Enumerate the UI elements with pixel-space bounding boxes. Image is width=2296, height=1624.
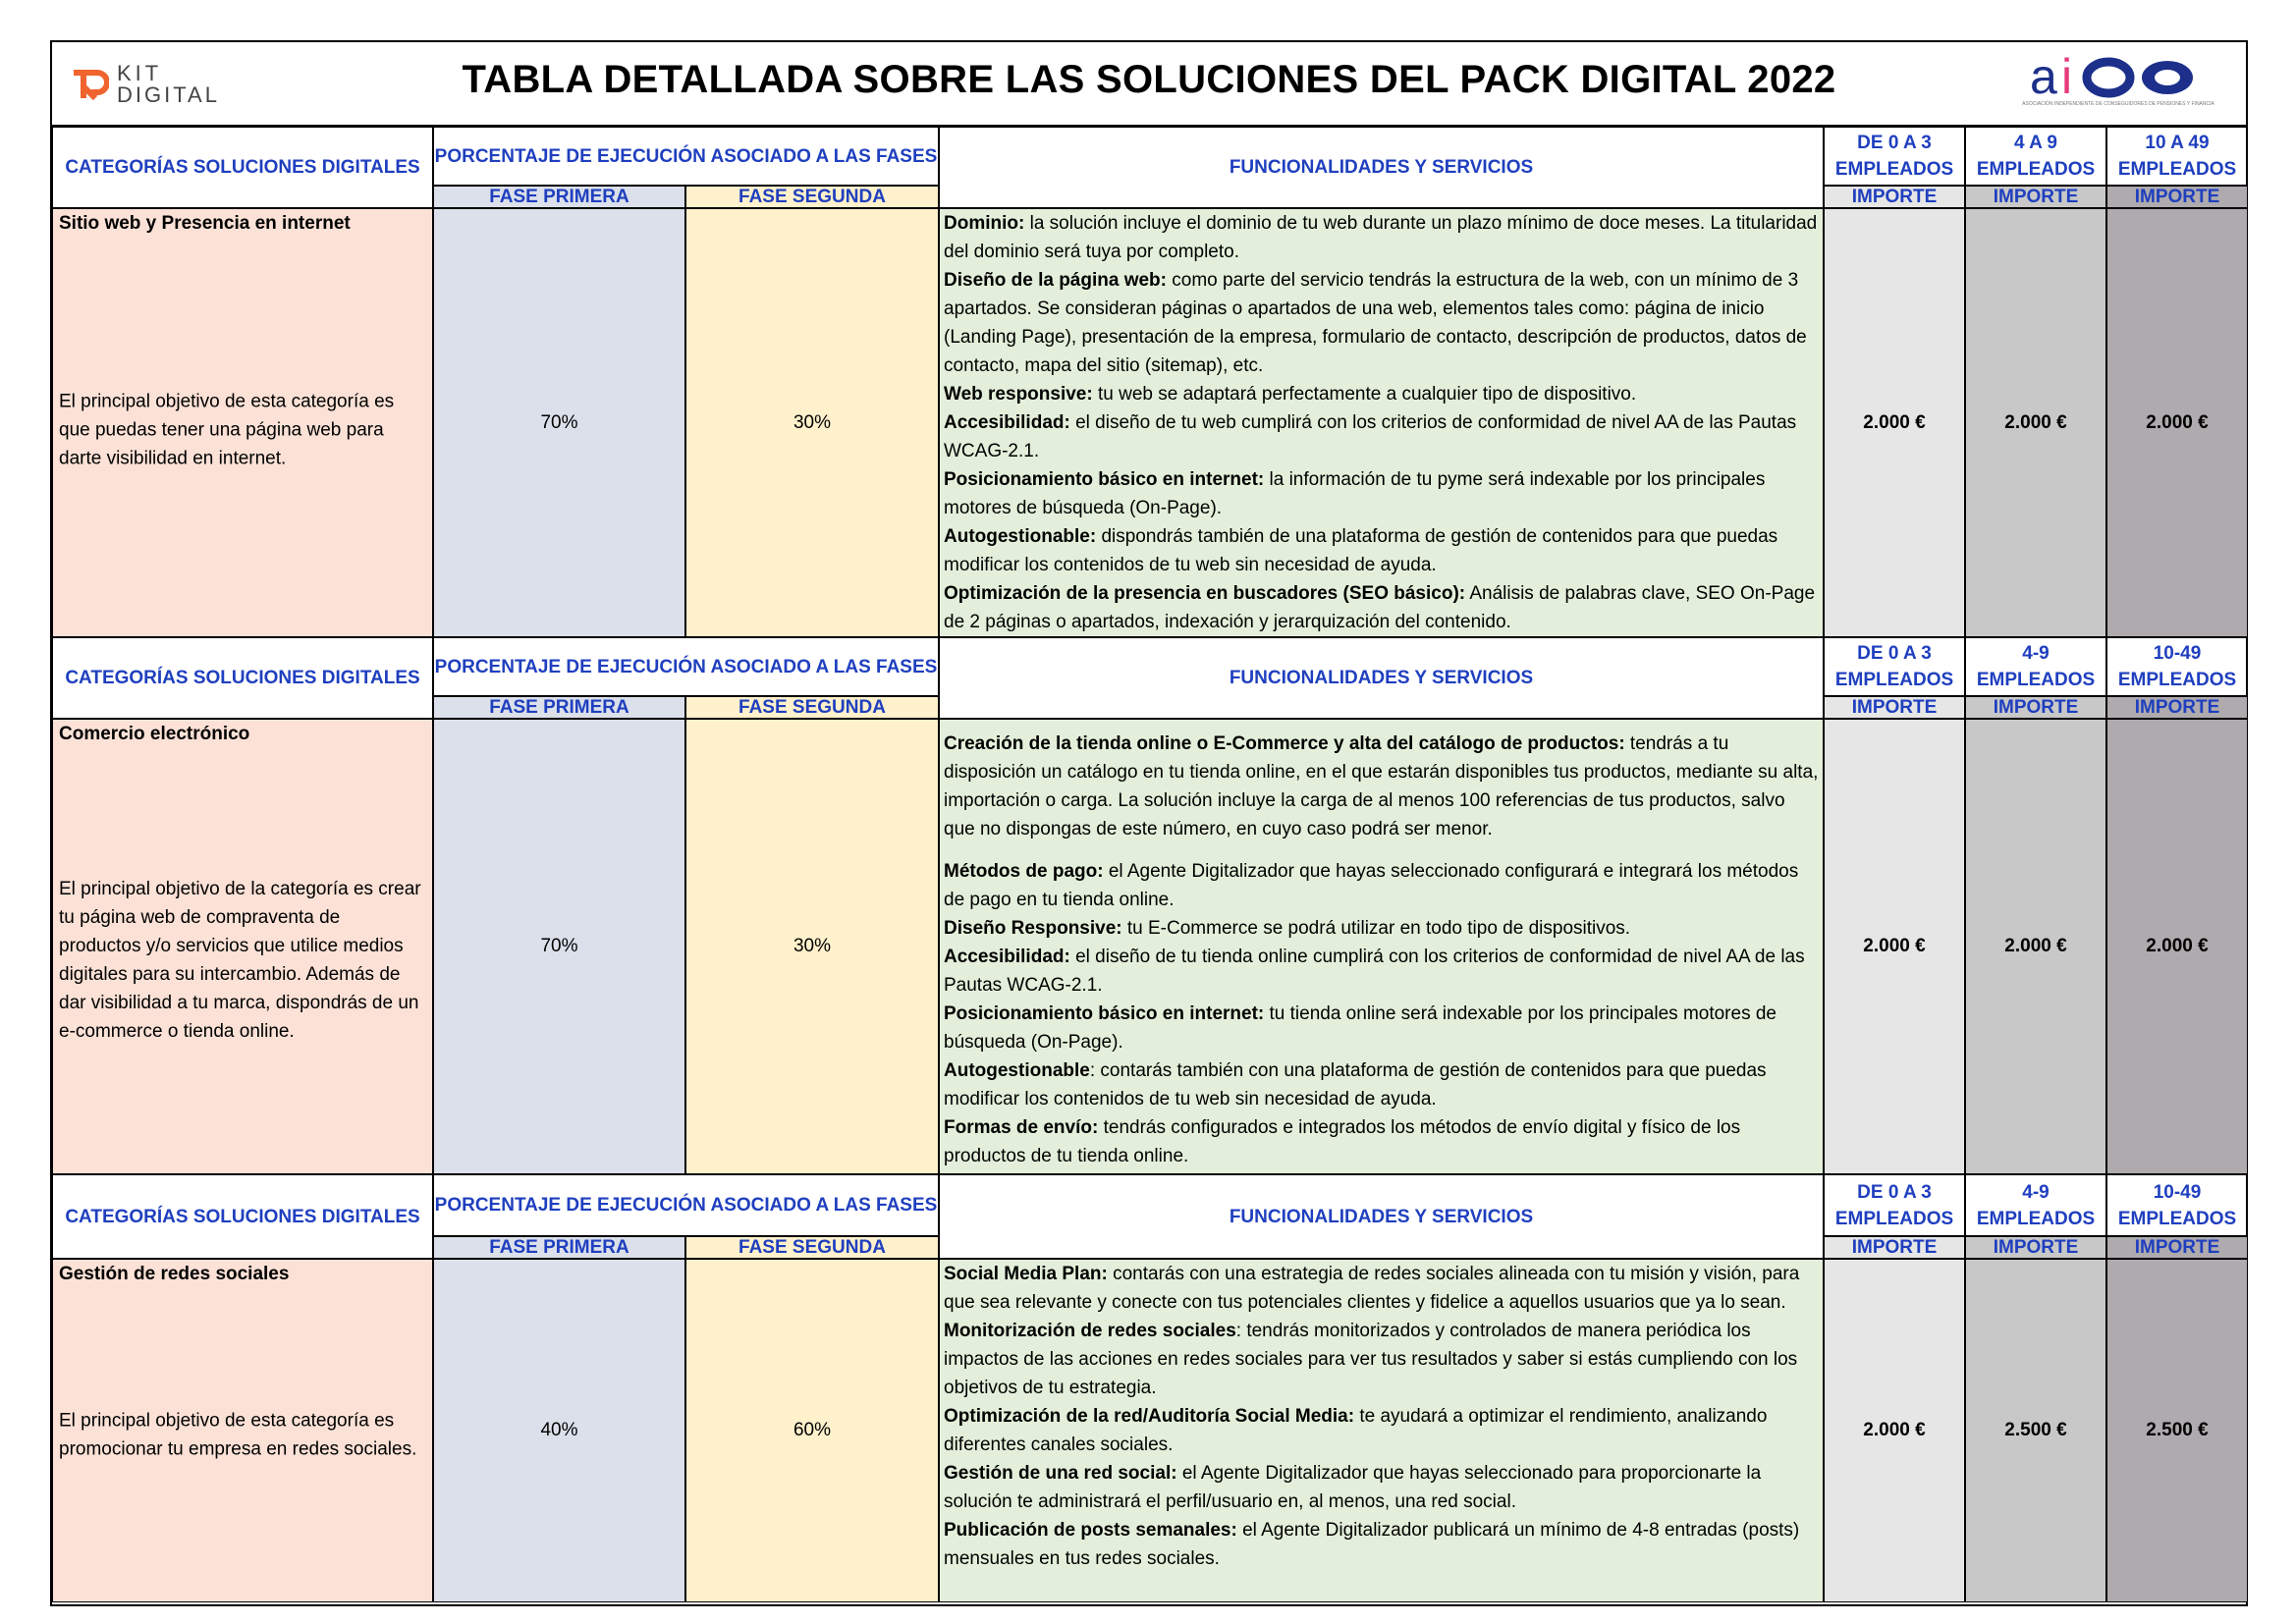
funcionalidades-cell	[939, 208, 1824, 637]
funcionalidad-text: tendrás configurados e integrados los métodos de envío digital y físico de los productos de tu tienda online.	[944, 1117, 1741, 1166]
header-fase-primera-label: FASE PRIMERA	[489, 697, 629, 718]
funcionalidad-label: Social Media Plan:	[944, 1264, 1108, 1284]
header-fase-segunda	[685, 186, 939, 208]
funcionalidad-label: Posicionamiento básico en internet:	[944, 469, 1265, 490]
header-tramo-2-range: 4-9	[2022, 1181, 2050, 1203]
header-fase-primera	[433, 186, 685, 208]
document-header	[52, 42, 2246, 127]
funcionalidad-item	[944, 1113, 1819, 1170]
funcionalidad-item	[944, 579, 1819, 636]
kit-logo-line2: DIGITAL	[117, 82, 220, 107]
header-fase-segunda-label: FASE SEGUNDA	[738, 1237, 886, 1258]
fase-segunda-value	[685, 719, 939, 1174]
funcionalidad-label: Accesibilidad:	[944, 947, 1070, 967]
header-importe-label: IMPORTE	[2134, 187, 2220, 207]
header-tramo-2-unit: EMPLEADOS	[1976, 670, 2096, 690]
header-tramo-2	[1965, 127, 2106, 186]
header-funcionalidades	[939, 637, 1824, 719]
header-importe-3	[2106, 696, 2248, 719]
header-categorias	[52, 637, 433, 719]
fase-primera-value	[433, 719, 685, 1174]
importe-amount: 2.500 €	[2004, 1420, 2067, 1440]
funcionalidad-item	[944, 914, 1819, 943]
header-importe-3	[2106, 1236, 2248, 1259]
header-categorias	[52, 1174, 433, 1259]
aico-logo	[2020, 54, 2216, 115]
funcionalidad-text: el Agente Digitalizador que hayas seleccionado para proporcionarte la solución te administrará el perfil/usuario en, al menos, una red social.	[944, 1463, 1762, 1512]
document-page	[50, 40, 2248, 1606]
importe-value-1	[1824, 719, 1965, 1174]
header-funcionalidades-label: FUNCIONALIDADES Y SERVICIOS	[1229, 157, 1534, 178]
header-fase-segunda-label: FASE SEGUNDA	[738, 187, 886, 207]
funcionalidad-label: Creación de la tienda online o E-Commerce y alta del catálogo de productos:	[944, 733, 1625, 754]
svg-text:i: i	[2061, 54, 2073, 101]
fase-primera-value	[433, 1259, 685, 1602]
funcionalidad-text: el diseño de tu tienda online cumplirá con los criterios de conformidad de nivel AA de las Pautas WCAG-2.1.	[944, 947, 1805, 996]
header-porcentaje-label: PORCENTAJE DE EJECUCIÓN ASOCIADO A LAS FASES	[434, 656, 938, 677]
funcionalidad-label: Accesibilidad:	[944, 412, 1070, 433]
funcionalidad-label: Posicionamiento básico en internet:	[944, 1003, 1265, 1024]
categoria-description: El principal objetivo de la categoría es crear tu página web de compraventa de productos y/o servicios que utilice medios digitales para su intercambio. Además de dar visibilidad a tu marca, dispondrás de un e-commerce o tienda online.	[59, 878, 421, 1042]
funcionalidad-item	[944, 1402, 1819, 1459]
header-categorias-label: CATEGORÍAS SOLUCIONES DIGITALES	[65, 157, 420, 178]
header-tramo-1	[1824, 127, 1965, 186]
funcionalidades-cell	[939, 719, 1824, 1174]
fase-segunda-value	[685, 1259, 939, 1602]
funcionalidad-item	[944, 1459, 1819, 1516]
funcionalidad-text: : tendrás monitorizados y controlados de manera periódica los impactos de las acciones en redes sociales para ver tus resultados y saber si estás cumpliendo con los objetivos de tu estrategia.	[944, 1321, 1798, 1398]
header-fase-primera	[433, 696, 685, 719]
funcionalidad-text: el Agente Digitalizador publicará un mínimo de 4-8 entradas (posts) mensuales en tus redes sociales.	[944, 1520, 1800, 1569]
funcionalidad-text: como parte del servicio tendrás la estructura de la web, con un mínimo de 3 apartados. Se consideran páginas o apartados de una web, elementos tales como: página de inicio (Landing Page), presentación de la empresa, formulario de contacto, descripción de productos, datos de contacto, mapa del sitio (sitemap), etc.	[944, 270, 1807, 376]
funcionalidad-text: Análisis de palabras clave, SEO On-Page de 2 páginas o apartados, indexación y jerarquización del contenido.	[944, 583, 1816, 632]
header-importe-2	[1965, 1236, 2106, 1259]
fase-primera-percent: 70%	[540, 411, 578, 433]
funcionalidad-text: tu tienda online será indexable por los principales motores de búsqueda (On-Page).	[944, 1003, 1777, 1053]
funcionalidad-label: Web responsive:	[944, 384, 1093, 405]
funcionalidad-text: la información de tu pyme será indexable por los principales motores de búsqueda (On-Page).	[944, 469, 1766, 518]
funcionalidad-item	[944, 266, 1819, 380]
header-tramo-1-unit: EMPLEADOS	[1834, 159, 1954, 180]
header-fase-primera	[433, 1236, 685, 1259]
funcionalidad-text: la solución incluye el dominio de tu web durante un plazo mínimo de doce meses. La titularidad del dominio será tuya por completo.	[944, 213, 1818, 262]
header-porcentaje	[433, 637, 939, 696]
header-tramo-2-range: 4 A 9	[2013, 133, 2057, 153]
funcionalidad-item	[944, 465, 1819, 522]
header-tramo-3-unit: EMPLEADOS	[2117, 1208, 2237, 1229]
categoria-description: El principal objetivo de esta categoría es que puedas tener una página web para darte visibilidad en internet.	[59, 390, 395, 468]
funcionalidad-label: Métodos de pago:	[944, 861, 1104, 882]
header-tramo-3-range: 10 A 49	[2145, 133, 2210, 153]
header-importe-label: IMPORTE	[1993, 1237, 2079, 1258]
funcionalidad-label: Optimización de la red/Auditoría Social Media:	[944, 1406, 1355, 1427]
fase-segunda-percent: 30%	[793, 936, 832, 956]
header-funcionalidades	[939, 127, 1824, 208]
fase-primera-percent: 70%	[540, 936, 578, 956]
header-tramo-1-range: DE 0 A 3	[1857, 133, 1932, 153]
funcionalidad-label: Optimización de la presencia en buscadores (SEO básico):	[944, 583, 1466, 604]
funcionalidad-label: Formas de envío:	[944, 1117, 1099, 1138]
header-importe-label: IMPORTE	[1851, 697, 1938, 718]
funcionalidad-text: contarás con una estrategia de redes sociales alineada con tu misión y visión, para que sea relevante y conecte con tus potenciales clientes y fidelice a aquellos usuarios que ya lo sean.	[944, 1264, 1800, 1313]
funcionalidad-item	[944, 730, 1819, 843]
header-importe-label: IMPORTE	[2134, 1237, 2220, 1258]
header-tramo-1	[1824, 1174, 1965, 1236]
header-categorias-label: CATEGORÍAS SOLUCIONES DIGITALES	[65, 668, 420, 688]
importe-amount: 2.000 €	[1863, 411, 1926, 433]
categoria-description: El principal objetivo de esta categoría es promocionar tu empresa en redes sociales.	[59, 1410, 417, 1460]
header-tramo-3-range: 10-49	[2153, 643, 2202, 664]
header-tramo-1-unit: EMPLEADOS	[1834, 670, 1954, 690]
funcionalidad-item	[944, 943, 1819, 1000]
importe-value-3	[2106, 719, 2248, 1174]
header-porcentaje	[433, 127, 939, 186]
funcionalidad-text: el Agente Digitalizador que hayas seleccionado configurará e integrará los métodos de pago en tu tienda online.	[944, 861, 1799, 910]
header-tramo-3	[2106, 127, 2248, 186]
header-tramo-1-unit: EMPLEADOS	[1834, 1208, 1954, 1229]
aico-logo-subtitle: ASOCIACIÓN INDEPENDIENTE DE CONSEGUIDORES DE PENSIONES Y FINANCIA	[2022, 101, 2214, 107]
funcionalidad-text: tu E-Commerce se podrá utilizar en todo tipo de dispositivos.	[1121, 918, 1631, 939]
importe-amount: 2.000 €	[2004, 411, 2067, 433]
categoria-title: Comercio electrónico	[59, 724, 250, 744]
importe-amount: 2.000 €	[1863, 936, 1926, 956]
categoria-cell	[52, 208, 433, 637]
funcionalidad-item	[944, 857, 1819, 914]
funcionalidad-item	[944, 408, 1819, 465]
header-tramo-1-range: DE 0 A 3	[1857, 643, 1932, 664]
funcionalidad-label: Diseño de la página web:	[944, 270, 1167, 291]
header-fase-segunda	[685, 1236, 939, 1259]
header-tramo-1	[1824, 637, 1965, 696]
funcionalidad-text: tu web se adaptará perfectamente a cualquier tipo de dispositivo.	[1092, 384, 1637, 405]
svg-text:a: a	[2030, 54, 2055, 101]
importe-value-2	[1965, 1259, 2106, 1602]
funcionalidad-item	[944, 1056, 1819, 1113]
funcionalidad-text: dispondrás también de una plataforma de gestión de contenidos para que puedas modificar los contenidos de tu web sin necesidad de ayuda.	[944, 526, 1778, 575]
funcionalidad-text: el diseño de tu web cumplirá con los criterios de conformidad de nivel AA de las Pautas WCAG-2.1.	[944, 412, 1797, 461]
fase-primera-percent: 40%	[540, 1420, 578, 1440]
header-importe-label: IMPORTE	[2134, 697, 2220, 718]
header-tramo-3-unit: EMPLEADOS	[2117, 159, 2237, 180]
funcionalidad-label: Autogestionable:	[944, 526, 1097, 547]
header-tramo-3-unit: EMPLEADOS	[2117, 670, 2237, 690]
header-tramo-3	[2106, 637, 2248, 696]
header-importe-1	[1824, 696, 1965, 719]
categoria-title: Sitio web y Presencia en internet	[59, 213, 351, 234]
header-fase-segunda	[685, 696, 939, 719]
header-importe-label: IMPORTE	[1851, 1237, 1938, 1258]
importe-amount: 2.000 €	[1863, 1420, 1926, 1440]
categoria-cell	[52, 1259, 433, 1602]
header-importe-label: IMPORTE	[1993, 697, 2079, 718]
header-importe-2	[1965, 696, 2106, 719]
header-importe-label: IMPORTE	[1993, 187, 2079, 207]
funcionalidad-label: Publicación de posts semanales:	[944, 1520, 1237, 1541]
importe-value-2	[1965, 208, 2106, 637]
funcionalidad-label: Monitorización de redes sociales	[944, 1321, 1236, 1341]
funcionalidad-text: tendrás a tu disposición un catálogo en tu tienda online, en el que estarán disponibles tus productos, mediante su alta, importación o carga. La solución incluye la carga de al menos 100 referencias de tus productos, salvo que no dispongas de este número, en cuyo caso podrá ser menor.	[944, 733, 1819, 839]
header-tramo-3	[2106, 1174, 2248, 1236]
header-funcionalidades	[939, 1174, 1824, 1259]
header-fase-segunda-label: FASE SEGUNDA	[738, 697, 886, 718]
importe-value-2	[1965, 719, 2106, 1174]
header-funcionalidades-label: FUNCIONALIDADES Y SERVICIOS	[1229, 1206, 1534, 1227]
importe-amount: 2.000 €	[2004, 936, 2067, 956]
fase-segunda-value	[685, 208, 939, 637]
header-categorias	[52, 127, 433, 208]
funcionalidad-label: Gestión de una red social:	[944, 1463, 1177, 1484]
header-importe-label: IMPORTE	[1851, 187, 1938, 207]
header-tramo-2	[1965, 1174, 2106, 1236]
fase-segunda-percent: 60%	[793, 1420, 832, 1440]
header-funcionalidades-label: FUNCIONALIDADES Y SERVICIOS	[1229, 668, 1534, 688]
header-importe-2	[1965, 186, 2106, 208]
header-porcentaje-label: PORCENTAJE DE EJECUCIÓN ASOCIADO A LAS FASES	[434, 145, 938, 167]
importe-amount: 2.000 €	[2146, 411, 2209, 433]
header-importe-1	[1824, 186, 1965, 208]
funcionalidades-cell	[939, 1259, 1824, 1602]
document-title: TABLA DETALLADA SOBRE LAS SOLUCIONES DEL PACK DIGITAL 2022	[462, 58, 1836, 101]
funcionalidad-item	[944, 522, 1819, 579]
funcionalidad-item	[944, 1317, 1819, 1402]
header-importe-1	[1824, 1236, 1965, 1259]
importe-amount: 2.500 €	[2146, 1420, 2209, 1440]
funcionalidad-item	[944, 380, 1819, 408]
categoria-cell	[52, 719, 433, 1174]
funcionalidad-item	[944, 1260, 1819, 1317]
funcionalidad-label: Diseño Responsive:	[944, 918, 1122, 939]
funcionalidad-label: Dominio:	[944, 213, 1025, 234]
header-tramo-3-range: 10-49	[2153, 1181, 2202, 1203]
header-tramo-2-range: 4-9	[2022, 643, 2050, 664]
funcionalidad-text: : contarás también con una plataforma de gestión de contenidos para que puedas modificar los contenidos de tu web sin necesidad de ayuda.	[944, 1060, 1767, 1110]
categoria-title: Gestión de redes sociales	[59, 1264, 290, 1284]
header-tramo-2	[1965, 637, 2106, 696]
header-importe-3	[2106, 186, 2248, 208]
fase-primera-value	[433, 208, 685, 637]
funcionalidad-item	[944, 1000, 1819, 1056]
header-porcentaje	[433, 1174, 939, 1236]
header-fase-primera-label: FASE PRIMERA	[489, 187, 629, 207]
funcionalidad-text: te ayudará a optimizar el rendimiento, analizando diferentes canales sociales.	[944, 1406, 1768, 1455]
header-tramo-2-unit: EMPLEADOS	[1976, 1208, 2096, 1229]
fase-segunda-percent: 30%	[793, 411, 832, 433]
funcionalidad-label: Autogestionable	[944, 1060, 1090, 1081]
header-fase-primera-label: FASE PRIMERA	[489, 1237, 629, 1258]
importe-value-1	[1824, 1259, 1965, 1602]
header-tramo-1-range: DE 0 A 3	[1857, 1181, 1932, 1203]
importe-amount: 2.000 €	[2146, 936, 2209, 956]
header-categorias-label: CATEGORÍAS SOLUCIONES DIGITALES	[65, 1206, 420, 1227]
importe-value-1	[1824, 208, 1965, 637]
importe-value-3	[2106, 208, 2248, 637]
kit-logo-line1: KIT	[117, 61, 163, 85]
funcionalidad-item	[944, 1516, 1819, 1573]
header-porcentaje-label: PORCENTAJE DE EJECUCIÓN ASOCIADO A LAS FASES	[434, 1195, 938, 1216]
funcionalidad-item	[944, 209, 1819, 266]
importe-value-3	[2106, 1259, 2248, 1602]
header-tramo-2-unit: EMPLEADOS	[1976, 159, 2096, 180]
